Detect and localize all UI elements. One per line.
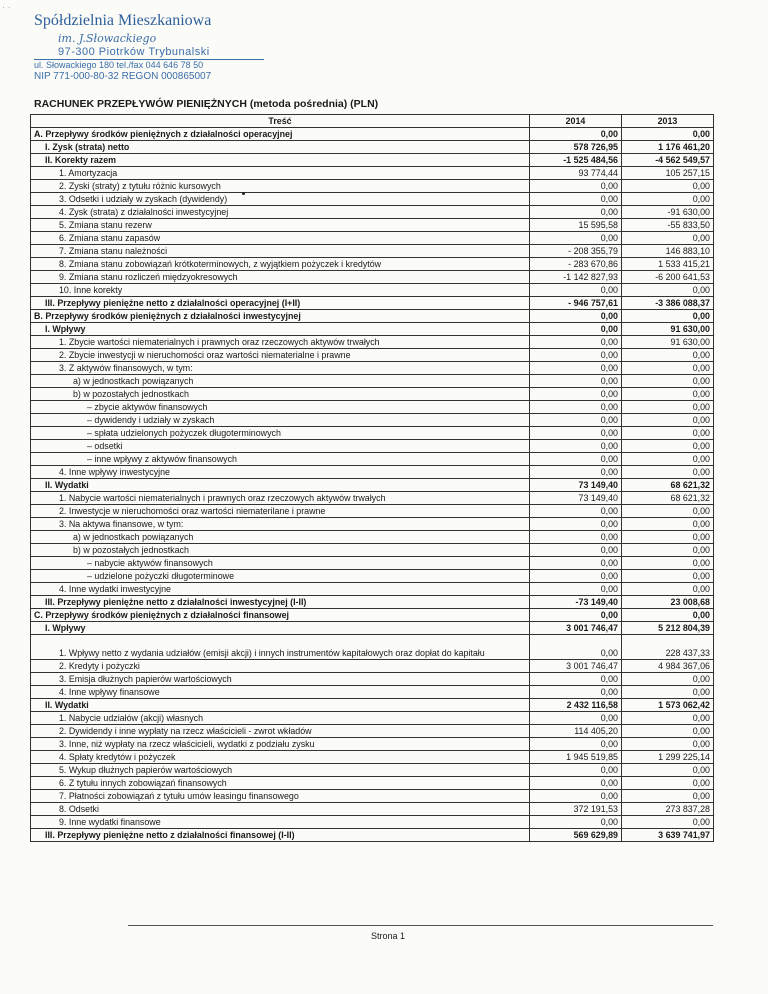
row-value-2013: 0,00 [622,284,714,297]
table-row [31,128,714,141]
stamp-company-name: Spółdzielnia Mieszkaniowa [34,12,212,29]
row-label: 10. Inne korekty [31,284,530,297]
table-row [31,271,714,284]
row-label: I. Zysk (strata) netto [31,141,530,154]
table-row [31,414,714,427]
row-label: 1. Nabycie udziałów (akcji) własnych [31,712,530,725]
row-label: I. Wpływy [31,323,530,336]
row-label: 9. Inne wydatki finansowe [31,816,530,829]
table-row [31,167,714,180]
scan-speck [242,192,245,195]
row-value-2014: -73 149,40 [530,596,622,609]
table-row [31,323,714,336]
row-value-2013: 0,00 [622,375,714,388]
table-row [31,596,714,609]
table-row [31,531,714,544]
row-label: 3. Na aktywa finansowe, w tym: [31,518,530,531]
row-value-2014: 0,00 [530,531,622,544]
row-value-2013: 0,00 [622,557,714,570]
row-label: – inne wpływy z aktywów finansowych [31,453,530,466]
row-value-2014: 0,00 [530,453,622,466]
table-row [31,686,714,699]
table-row [31,479,714,492]
header-year-2014: 2014 [530,115,622,128]
row-value-2013: 1 299 225,14 [622,751,714,764]
row-label: B. Przepływy środków pieniężnych z działalności inwestycyjnej [31,310,530,323]
row-value-2013: 1 176 461,20 [622,141,714,154]
row-value-2014: 15 595,58 [530,219,622,232]
row-value-2014: - 208 355,79 [530,245,622,258]
row-value-2013: 228 437,33 [622,635,714,660]
row-value-2013: 0,00 [622,583,714,596]
row-value-2013: 0,00 [622,764,714,777]
row-label: 3. Z aktywów finansowych, w tym: [31,362,530,375]
row-value-2014: 0,00 [530,193,622,206]
row-value-2013: 0,00 [622,725,714,738]
table-row [31,284,714,297]
table-row [31,297,714,310]
row-label: 1. Amortyzacja [31,167,530,180]
row-value-2014: 0,00 [530,388,622,401]
row-value-2014: 0,00 [530,790,622,803]
row-label: a) w jednostkach powiązanych [31,531,530,544]
row-value-2013: 0,00 [622,232,714,245]
row-label: 2. Zyski (straty) z tytułu różnic kursowych [31,180,530,193]
cash-flow-table [30,114,714,842]
table-row [31,505,714,518]
row-value-2013: 0,00 [622,427,714,440]
page-number: Strona 1 [371,931,406,941]
row-value-2013: 91 630,00 [622,336,714,349]
table-row [31,193,714,206]
row-value-2014: 0,00 [530,764,622,777]
row-value-2014: 0,00 [530,401,622,414]
row-value-2013: -55 833,50 [622,219,714,232]
row-label: 8. Zmiana stanu zobowiązań krótkoterminowych, z wyjątkiem pożyczek i kredytów [31,258,530,271]
table-row [31,544,714,557]
row-value-2013: -6 200 641,53 [622,271,714,284]
row-value-2014: 73 149,40 [530,492,622,505]
row-label: 3. Inne, niż wypłaty na rzecz właścicieli, wydatki z podziału zysku [31,738,530,751]
table-row [31,258,714,271]
table-row [31,492,714,505]
row-label: III. Przepływy pieniężne netto z działalności finansowej (I-II) [31,829,530,842]
row-label: II. Korekty razem [31,154,530,167]
row-value-2013: 0,00 [622,128,714,141]
row-value-2013: 0,00 [622,686,714,699]
table-row [31,349,714,362]
row-value-2013: 0,00 [622,531,714,544]
row-value-2013: 3 639 741,97 [622,829,714,842]
table-row [31,388,714,401]
table-row [31,816,714,829]
header-year-2013: 2013 [622,115,714,128]
row-label: – nabycie aktywów finansowych [31,557,530,570]
row-value-2013: 23 008,68 [622,596,714,609]
row-label: a) w jednostkach powiązanych [31,375,530,388]
row-value-2013: 0,00 [622,388,714,401]
row-value-2013: 0,00 [622,440,714,453]
stamp-address: ul. Słowackiego 180 tel./fax 044 646 78 50 [34,60,204,70]
row-value-2013: 0,00 [622,453,714,466]
row-value-2013: -4 562 549,57 [622,154,714,167]
report-title: RACHUNEK PRZEPŁYWÓW PIENIĘŻNYCH (metoda pośrednia) (PLN) [34,98,379,110]
row-value-2013: 1 533 415,21 [622,258,714,271]
table-row [31,154,714,167]
table-row [31,401,714,414]
row-label: 4. Inne wpływy inwestycyjne [31,466,530,479]
table-row [31,336,714,349]
row-label: 5. Zmiana stanu rezerw [31,219,530,232]
row-label: III. Przepływy pieniężne netto z działalności inwestycyjnej (I-II) [31,596,530,609]
row-value-2014: 0,00 [530,206,622,219]
row-value-2013: 91 630,00 [622,323,714,336]
table-row [31,466,714,479]
row-label: II. Wydatki [31,479,530,492]
row-label: 6. Zmiana stanu zapasów [31,232,530,245]
table-row [31,660,714,673]
row-value-2014: 0,00 [530,544,622,557]
row-label: 1. Zbycie wartości niematerialnych i prawnych oraz rzeczowych aktywów trwałych [31,336,530,349]
row-value-2013: 0,00 [622,570,714,583]
row-value-2014: 0,00 [530,375,622,388]
table-row [31,712,714,725]
company-stamp [34,8,294,88]
row-value-2014: 0,00 [530,180,622,193]
table-row [31,245,714,258]
table-row [31,699,714,712]
header-description: Treść [31,115,530,128]
table-row [31,427,714,440]
row-value-2014: 0,00 [530,712,622,725]
row-label: C. Przepływy środków pieniężnych z działalności finansowej [31,609,530,622]
table-row [31,440,714,453]
table-row [31,453,714,466]
row-label: – udzielone pożyczki długoterminowe [31,570,530,583]
row-value-2014: - 283 670,86 [530,258,622,271]
row-value-2013: 0,00 [622,505,714,518]
table-row [31,583,714,596]
row-value-2013: 0,00 [622,790,714,803]
row-value-2013: 0,00 [622,414,714,427]
row-value-2013: 0,00 [622,362,714,375]
row-value-2013: 0,00 [622,738,714,751]
table-header-row [31,115,714,128]
row-label: 8. Odsetki [31,803,530,816]
row-value-2013: 0,00 [622,518,714,531]
row-label: b) w pozostałych jednostkach [31,388,530,401]
table-row [31,375,714,388]
row-value-2014: - 946 757,61 [530,297,622,310]
row-value-2014: 0,00 [530,427,622,440]
table-row [31,141,714,154]
table-row [31,362,714,375]
row-label: 1. Nabycie wartości niematerialnych i prawnych oraz rzeczowych aktywów trwałych [31,492,530,505]
footer-rule [128,925,713,926]
table-row [31,635,714,660]
row-label: – spłata udzielonych pożyczek długoterminowych [31,427,530,440]
row-value-2014: 0,00 [530,635,622,660]
page-corner-mark: · · [2,2,11,12]
row-label: 7. Płatności zobowiązań z tytułu umów leasingu finansowego [31,790,530,803]
table-row [31,790,714,803]
row-value-2013: 0,00 [622,712,714,725]
row-value-2014: 0,00 [530,323,622,336]
row-value-2014: 0,00 [530,362,622,375]
row-value-2014: 0,00 [530,816,622,829]
row-value-2014: 0,00 [530,609,622,622]
row-value-2013: 0,00 [622,349,714,362]
row-label: 4. Inne wpływy finansowe [31,686,530,699]
row-value-2013: 146 883,10 [622,245,714,258]
row-value-2014: 569 629,89 [530,829,622,842]
row-label: – zbycie aktywów finansowych [31,401,530,414]
row-value-2013: 1 573 062,42 [622,699,714,712]
row-label: 4. Spłaty kredytów i pożyczek [31,751,530,764]
row-value-2013: 105 257,15 [622,167,714,180]
row-value-2013: 0,00 [622,193,714,206]
row-label: III. Przepływy pieniężne netto z działalności operacyjnej (I+II) [31,297,530,310]
row-value-2014: 0,00 [530,466,622,479]
row-label: b) w pozostałych jednostkach [31,544,530,557]
row-value-2013: 0,00 [622,816,714,829]
row-value-2014: 93 774,44 [530,167,622,180]
table-row [31,232,714,245]
row-value-2013: 0,00 [622,310,714,323]
row-value-2014: 372 191,53 [530,803,622,816]
table-row [31,725,714,738]
table-row [31,609,714,622]
row-value-2013: 0,00 [622,777,714,790]
row-value-2014: 0,00 [530,349,622,362]
table-row [31,557,714,570]
row-label: 7. Zmiana stanu należności [31,245,530,258]
row-value-2013: 0,00 [622,609,714,622]
row-value-2014: 2 432 116,58 [530,699,622,712]
row-value-2014: -1 525 484,56 [530,154,622,167]
row-label: 4. Inne wydatki inwestycyjne [31,583,530,596]
row-label: 5. Wykup dłużnych papierów wartościowych [31,764,530,777]
row-value-2013: 0,00 [622,466,714,479]
table-row [31,673,714,686]
row-label: II. Wydatki [31,699,530,712]
row-value-2014: 0,00 [530,440,622,453]
row-value-2013: -3 386 088,37 [622,297,714,310]
row-label: 2. Zbycie inwestycji w nieruchomości oraz wartości niematerialne i prawne [31,349,530,362]
row-value-2013: -91 630,00 [622,206,714,219]
row-label: 4. Zysk (strata) z działalności inwestycyjnej [31,206,530,219]
table-row [31,206,714,219]
row-value-2014: 0,00 [530,583,622,596]
row-label: – odsetki [31,440,530,453]
row-value-2014: -1 142 827,93 [530,271,622,284]
row-value-2013: 0,00 [622,180,714,193]
table-row [31,310,714,323]
row-value-2014: 1 945 519,85 [530,751,622,764]
table-row [31,622,714,635]
row-value-2014: 114 405,20 [530,725,622,738]
row-value-2014: 0,00 [530,673,622,686]
table-row [31,180,714,193]
row-label: 1. Wpływy netto z wydania udziałów (emisji akcji) i innych instrumentów kapitałowych oraz dopłat do kapitału [31,635,530,660]
table-row [31,219,714,232]
stamp-city: 97-300 Piotrków Trybunalski [58,46,210,58]
row-value-2014: 0,00 [530,570,622,583]
row-value-2013: 0,00 [622,544,714,557]
row-value-2013: 0,00 [622,401,714,414]
row-value-2014: 73 149,40 [530,479,622,492]
row-value-2014: 0,00 [530,414,622,427]
row-value-2014: 0,00 [530,518,622,531]
row-value-2014: 0,00 [530,310,622,323]
row-value-2013: 0,00 [622,673,714,686]
table-row [31,764,714,777]
table-row [31,751,714,764]
row-value-2013: 273 837,28 [622,803,714,816]
row-label: 2. Kredyty i pożyczki [31,660,530,673]
row-value-2014: 0,00 [530,686,622,699]
row-label: 6. Z tytułu innych zobowiązań finansowych [31,777,530,790]
row-value-2014: 0,00 [530,232,622,245]
row-label: 9. Zmiana stanu rozliczeń międzyokresowych [31,271,530,284]
row-label: 3. Emisja dłużnych papierów wartościowych [31,673,530,686]
table-row [31,829,714,842]
row-label: A. Przepływy środków pieniężnych z działalności operacyjnej [31,128,530,141]
table-row [31,518,714,531]
table-row [31,803,714,816]
row-value-2014: 578 726,95 [530,141,622,154]
row-value-2013: 68 621,32 [622,479,714,492]
row-label: – dywidendy i udziały w zyskach [31,414,530,427]
row-value-2014: 0,00 [530,557,622,570]
row-value-2014: 0,00 [530,284,622,297]
row-value-2013: 4 984 367,06 [622,660,714,673]
row-value-2014: 0,00 [530,336,622,349]
stamp-tax-ids: NIP 771-000-80-32 REGON 000865007 [34,71,212,82]
table-row [31,570,714,583]
row-value-2014: 0,00 [530,505,622,518]
row-label: 2. Dywidendy i inne wypłaty na rzecz właścicieli - zwrot wkładów [31,725,530,738]
row-value-2013: 68 621,32 [622,492,714,505]
table-row [31,738,714,751]
row-label: 3. Odsetki i udziały w zyskach (dywidendy) [31,193,530,206]
stamp-patron: im. J.Słowackiego [58,32,157,45]
row-label: 2. Inwestycje w nieruchomości oraz wartości niematerilane i prawne [31,505,530,518]
table-row [31,777,714,790]
row-value-2014: 3 001 746,47 [530,622,622,635]
row-value-2014: 3 001 746,47 [530,660,622,673]
row-label: I. Wpływy [31,622,530,635]
row-value-2014: 0,00 [530,777,622,790]
row-value-2013: 5 212 804,39 [622,622,714,635]
row-value-2014: 0,00 [530,738,622,751]
row-value-2014: 0,00 [530,128,622,141]
table-body [31,128,714,842]
